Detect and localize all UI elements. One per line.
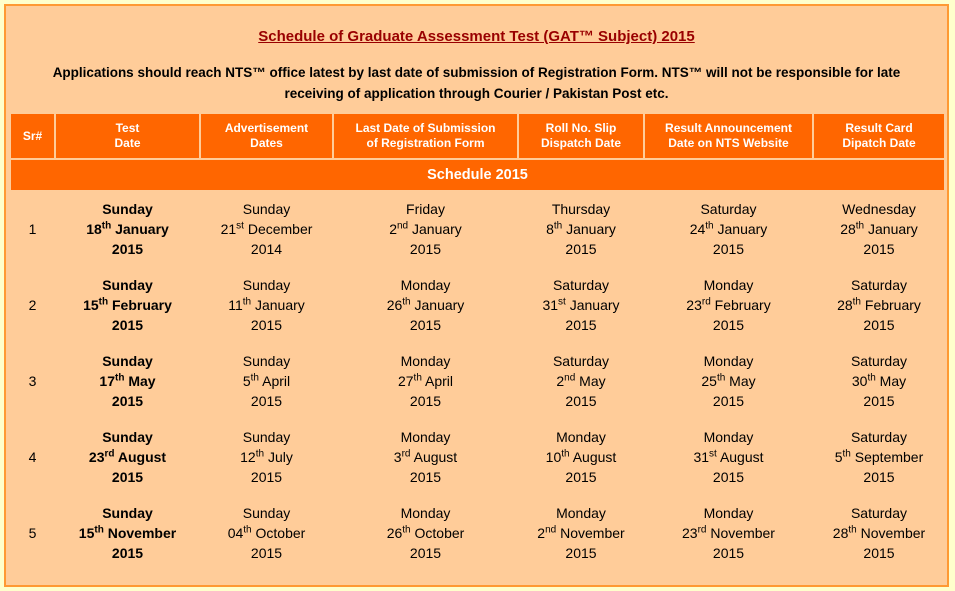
day-number: 23: [682, 525, 698, 541]
day-month: [56, 371, 199, 391]
day-number: 26: [386, 525, 403, 541]
day-month: [56, 219, 199, 239]
month-name: October: [255, 525, 306, 541]
day-month: [334, 295, 517, 315]
header-row: [11, 114, 944, 158]
roll-slip-dispatch-cell: [519, 344, 643, 418]
day-month: [645, 295, 812, 315]
result-card-dispatch-cell: [814, 192, 944, 266]
year: 2015: [712, 317, 745, 333]
ordinal-suffix: th: [561, 448, 570, 460]
year: 2015: [409, 469, 442, 485]
day-number: 2: [537, 525, 546, 541]
day-month: [519, 371, 643, 391]
month-name: January: [569, 297, 620, 313]
day-month: [201, 371, 332, 391]
weekday: Monday: [556, 505, 606, 521]
page-title: Schedule of Graduate Assessment Test (GAT™ Subject) 2015: [258, 28, 695, 45]
year: 2015: [565, 317, 597, 333]
day-number: 15: [78, 525, 95, 541]
day-number: 27: [397, 373, 414, 389]
month-name: May: [128, 373, 156, 389]
weekday: Thursday: [551, 201, 611, 217]
month-name: November: [107, 525, 177, 541]
month-name: February: [864, 297, 921, 313]
header-label-line: Dispatch Date: [540, 136, 622, 150]
year: 2015: [250, 393, 283, 409]
day-month: [56, 295, 199, 315]
year: 2015: [863, 241, 895, 257]
year: 2015: [863, 469, 895, 485]
year: 2015: [111, 241, 144, 257]
day-month: [334, 371, 517, 391]
month-name: April: [425, 373, 454, 389]
header-label-line: Sr#: [22, 128, 43, 143]
day-number: 04: [227, 525, 244, 541]
weekday: Saturday: [552, 353, 610, 369]
day-month: [201, 295, 332, 315]
section-label: Schedule 2015: [11, 160, 944, 190]
ordinal-suffix: th: [242, 296, 252, 308]
month-name: January: [566, 221, 616, 237]
month-name: November: [860, 525, 926, 541]
roll-slip-dispatch-cell: [519, 496, 643, 570]
day-number: 12: [240, 449, 256, 465]
month-name: September: [854, 449, 924, 465]
weekday: Sunday: [102, 201, 153, 217]
ordinal-suffix: th: [255, 448, 265, 460]
weekday: Wednesday: [842, 201, 916, 217]
header-label-line: Result Card: [845, 121, 913, 135]
ordinal-suffix: th: [402, 296, 411, 308]
month-name: July: [267, 449, 293, 465]
day-number: 10: [545, 449, 562, 465]
sr-cell: 5: [11, 496, 54, 570]
day-number: 28: [832, 525, 849, 541]
day-month: [814, 523, 944, 543]
ordinal-suffix: th: [553, 220, 563, 232]
day-number: 5: [834, 449, 843, 465]
weekday: Saturday: [552, 277, 610, 293]
month-name: January: [412, 221, 462, 237]
year: 2015: [565, 393, 597, 409]
header-roll-slip-dispatch: [519, 114, 643, 158]
weekday: Sunday: [102, 353, 153, 369]
day-month: [201, 523, 332, 543]
ordinal-suffix: st: [709, 448, 717, 460]
ordinal-suffix: nd: [545, 524, 557, 536]
year: 2015: [565, 241, 597, 257]
advertisement-date-cell: [201, 344, 332, 418]
ordinal-suffix: st: [236, 220, 244, 232]
year: 2015: [712, 545, 745, 561]
day-number: 3: [393, 449, 402, 465]
day-month: [56, 447, 199, 467]
last-submission-date-cell: [334, 420, 517, 494]
month-name: November: [560, 525, 625, 541]
month-name: May: [729, 373, 756, 389]
weekday: Monday: [400, 277, 451, 293]
advertisement-date-cell: [201, 268, 332, 342]
sr-cell: 3: [11, 344, 54, 418]
month-name: May: [879, 373, 907, 389]
day-month: [56, 523, 199, 543]
year: 2015: [712, 241, 745, 257]
header-label-line: Test: [115, 121, 140, 135]
weekday: Saturday: [850, 353, 908, 369]
table-row: [11, 344, 944, 418]
weekday: Sunday: [242, 429, 291, 445]
test-date-cell: [56, 192, 199, 266]
last-submission-date-cell: [334, 496, 517, 570]
day-month: [334, 447, 517, 467]
day-month: [645, 371, 812, 391]
weekday: Saturday: [850, 429, 908, 445]
ordinal-suffix: th: [101, 220, 112, 232]
header-label-line: Advertisement: [224, 121, 309, 135]
month-name: May: [579, 373, 606, 389]
year: 2015: [863, 393, 895, 409]
day-number: 23: [686, 297, 702, 313]
last-submission-date-cell: [334, 268, 517, 342]
table-row: [11, 496, 944, 570]
weekday: Friday: [406, 201, 445, 217]
day-month: [334, 523, 517, 543]
day-number: 18: [86, 221, 102, 237]
year: 2015: [409, 545, 442, 561]
ordinal-suffix: th: [94, 524, 104, 536]
result-announcement-cell: [645, 192, 812, 266]
header-label-line: Date on NTS Website: [668, 136, 789, 150]
day-number: 30: [851, 373, 868, 389]
day-month: [334, 219, 517, 239]
month-name: January: [254, 297, 305, 313]
day-number: 28: [837, 297, 853, 313]
day-month: [645, 523, 812, 543]
header-sr: [11, 114, 54, 158]
ordinal-suffix: rd: [401, 448, 411, 460]
result-announcement-cell: [645, 344, 812, 418]
weekday: Sunday: [102, 429, 153, 445]
ordinal-suffix: th: [413, 372, 422, 384]
ordinal-suffix: th: [848, 524, 857, 536]
day-number: 8: [546, 221, 554, 237]
year: 2015: [863, 545, 895, 561]
last-submission-date-cell: [334, 344, 517, 418]
test-date-cell: [56, 268, 199, 342]
month-name: October: [414, 525, 465, 541]
year: 2015: [409, 241, 442, 257]
month-name: February: [714, 297, 771, 313]
result-card-dispatch-cell: [814, 496, 944, 570]
header-test-date: [56, 114, 199, 158]
day-month: [814, 219, 944, 239]
year: 2015: [111, 317, 144, 333]
year: 2015: [111, 393, 144, 409]
weekday: Saturday: [700, 201, 757, 217]
day-month: [814, 447, 944, 467]
sr-cell: 2: [11, 268, 54, 342]
result-card-dispatch-cell: [814, 268, 944, 342]
ordinal-suffix: rd: [701, 296, 711, 308]
result-card-dispatch-cell: [814, 420, 944, 494]
month-name: August: [413, 449, 458, 465]
year: 2015: [250, 545, 283, 561]
ordinal-suffix: th: [705, 220, 714, 232]
weekday: Sunday: [242, 505, 291, 521]
result-announcement-cell: [645, 420, 812, 494]
day-number: 11: [228, 297, 243, 313]
year: 2015: [712, 393, 745, 409]
header-last-submission-date: [334, 114, 517, 158]
advertisement-date-cell: [201, 192, 332, 266]
day-number: 26: [386, 297, 403, 313]
month-name: February: [112, 297, 172, 313]
day-number: 5: [242, 373, 251, 389]
result-announcement-cell: [645, 268, 812, 342]
month-name: August: [572, 449, 617, 465]
submission-notice: Applications should reach NTS™ office latest by last date of submission of Registration Form. NTS™ will not be responsible for late receiving of application through Courier / Pakistan Post etc.: [52, 65, 901, 101]
weekday: Monday: [400, 429, 451, 445]
header-label-line: Dipatch Date: [842, 136, 916, 150]
weekday: Monday: [556, 429, 606, 445]
day-month: [645, 447, 812, 467]
test-date-cell: [56, 420, 199, 494]
day-number: 23: [88, 449, 105, 465]
day-number: 17: [99, 373, 115, 389]
day-number: 31: [693, 449, 710, 465]
ordinal-suffix: nd: [396, 220, 409, 232]
ordinal-suffix: th: [852, 296, 861, 308]
day-number: 2: [556, 373, 565, 389]
year: 2015: [409, 393, 442, 409]
ordinal-suffix: th: [867, 372, 876, 384]
day-month: [814, 371, 944, 391]
sr-cell: 1: [11, 192, 54, 266]
month-name: January: [115, 221, 169, 237]
ordinal-suffix: th: [243, 524, 252, 536]
weekday: Monday: [703, 353, 754, 369]
day-number: 24: [689, 221, 706, 237]
header-label-line: Result Announcement: [665, 121, 792, 135]
weekday: Monday: [703, 429, 754, 445]
last-submission-date-cell: [334, 192, 517, 266]
day-month: [519, 219, 643, 239]
year: 2014: [250, 241, 283, 257]
ordinal-suffix: st: [558, 296, 566, 308]
header-label-line: Dates: [250, 136, 283, 150]
section-row: [11, 160, 944, 190]
month-name: January: [868, 221, 918, 237]
month-name: November: [710, 525, 775, 541]
header-label-line: Last Date of Submission: [355, 121, 496, 135]
roll-slip-dispatch-cell: [519, 268, 643, 342]
test-date-cell: [56, 344, 199, 418]
header-label-line: of Registration Form: [366, 136, 485, 150]
schedule-panel: [4, 4, 949, 587]
month-name: August: [719, 449, 764, 465]
header-result-announcement: [645, 114, 812, 158]
day-number: 25: [701, 373, 717, 389]
day-month: [201, 447, 332, 467]
ordinal-suffix: th: [842, 448, 851, 460]
year: 2015: [712, 469, 745, 485]
year: 2015: [409, 317, 442, 333]
ordinal-suffix: th: [855, 220, 865, 232]
year: 2015: [250, 469, 283, 485]
header-label-line: Date: [114, 136, 141, 150]
day-number: 15: [83, 297, 99, 313]
day-number: 21: [220, 221, 237, 237]
year: 2015: [111, 545, 144, 561]
weekday: Monday: [703, 277, 754, 293]
weekday: Monday: [703, 505, 754, 521]
day-month: [645, 219, 812, 239]
result-card-dispatch-cell: [814, 344, 944, 418]
test-date-cell: [56, 496, 199, 570]
day-month: [519, 295, 643, 315]
ordinal-suffix: th: [716, 372, 726, 384]
ordinal-suffix: rd: [104, 448, 115, 460]
roll-slip-dispatch-cell: [519, 192, 643, 266]
day-month: [519, 523, 643, 543]
sr-cell: 4: [11, 420, 54, 494]
weekday: Monday: [400, 505, 451, 521]
header-result-card-dispatch: [814, 114, 944, 158]
day-month: [201, 219, 332, 239]
month-name: January: [414, 297, 465, 313]
weekday: Saturday: [850, 505, 908, 521]
day-number: 31: [542, 297, 559, 313]
weekday: Sunday: [242, 277, 291, 293]
table-row: [11, 268, 944, 342]
year: 2015: [250, 317, 283, 333]
year: 2015: [565, 469, 597, 485]
year: 2015: [863, 317, 895, 333]
day-number: 2: [389, 221, 397, 237]
advertisement-date-cell: [201, 420, 332, 494]
schedule-table: [9, 112, 946, 572]
table-row: [11, 192, 944, 266]
ordinal-suffix: nd: [564, 372, 576, 384]
year: 2015: [111, 469, 144, 485]
weekday: Sunday: [242, 353, 291, 369]
weekday: Saturday: [850, 277, 908, 293]
day-month: [519, 447, 643, 467]
month-name: August: [117, 449, 167, 465]
ordinal-suffix: th: [250, 372, 259, 384]
day-month: [814, 295, 944, 315]
table-row: [11, 420, 944, 494]
month-name: December: [247, 221, 313, 237]
weekday: Monday: [400, 353, 451, 369]
weekday: Sunday: [242, 201, 291, 217]
ordinal-suffix: rd: [697, 524, 707, 536]
ordinal-suffix: th: [98, 296, 109, 308]
month-name: April: [262, 373, 291, 389]
advertisement-date-cell: [201, 496, 332, 570]
weekday: Sunday: [102, 505, 153, 521]
ordinal-suffix: th: [402, 524, 411, 536]
ordinal-suffix: th: [115, 372, 125, 384]
weekday: Sunday: [102, 277, 153, 293]
year: 2015: [565, 545, 597, 561]
result-announcement-cell: [645, 496, 812, 570]
header-advertisement-dates: [201, 114, 332, 158]
month-name: January: [717, 221, 768, 237]
day-number: 28: [840, 221, 856, 237]
header-label-line: Roll No. Slip: [545, 121, 617, 135]
roll-slip-dispatch-cell: [519, 420, 643, 494]
